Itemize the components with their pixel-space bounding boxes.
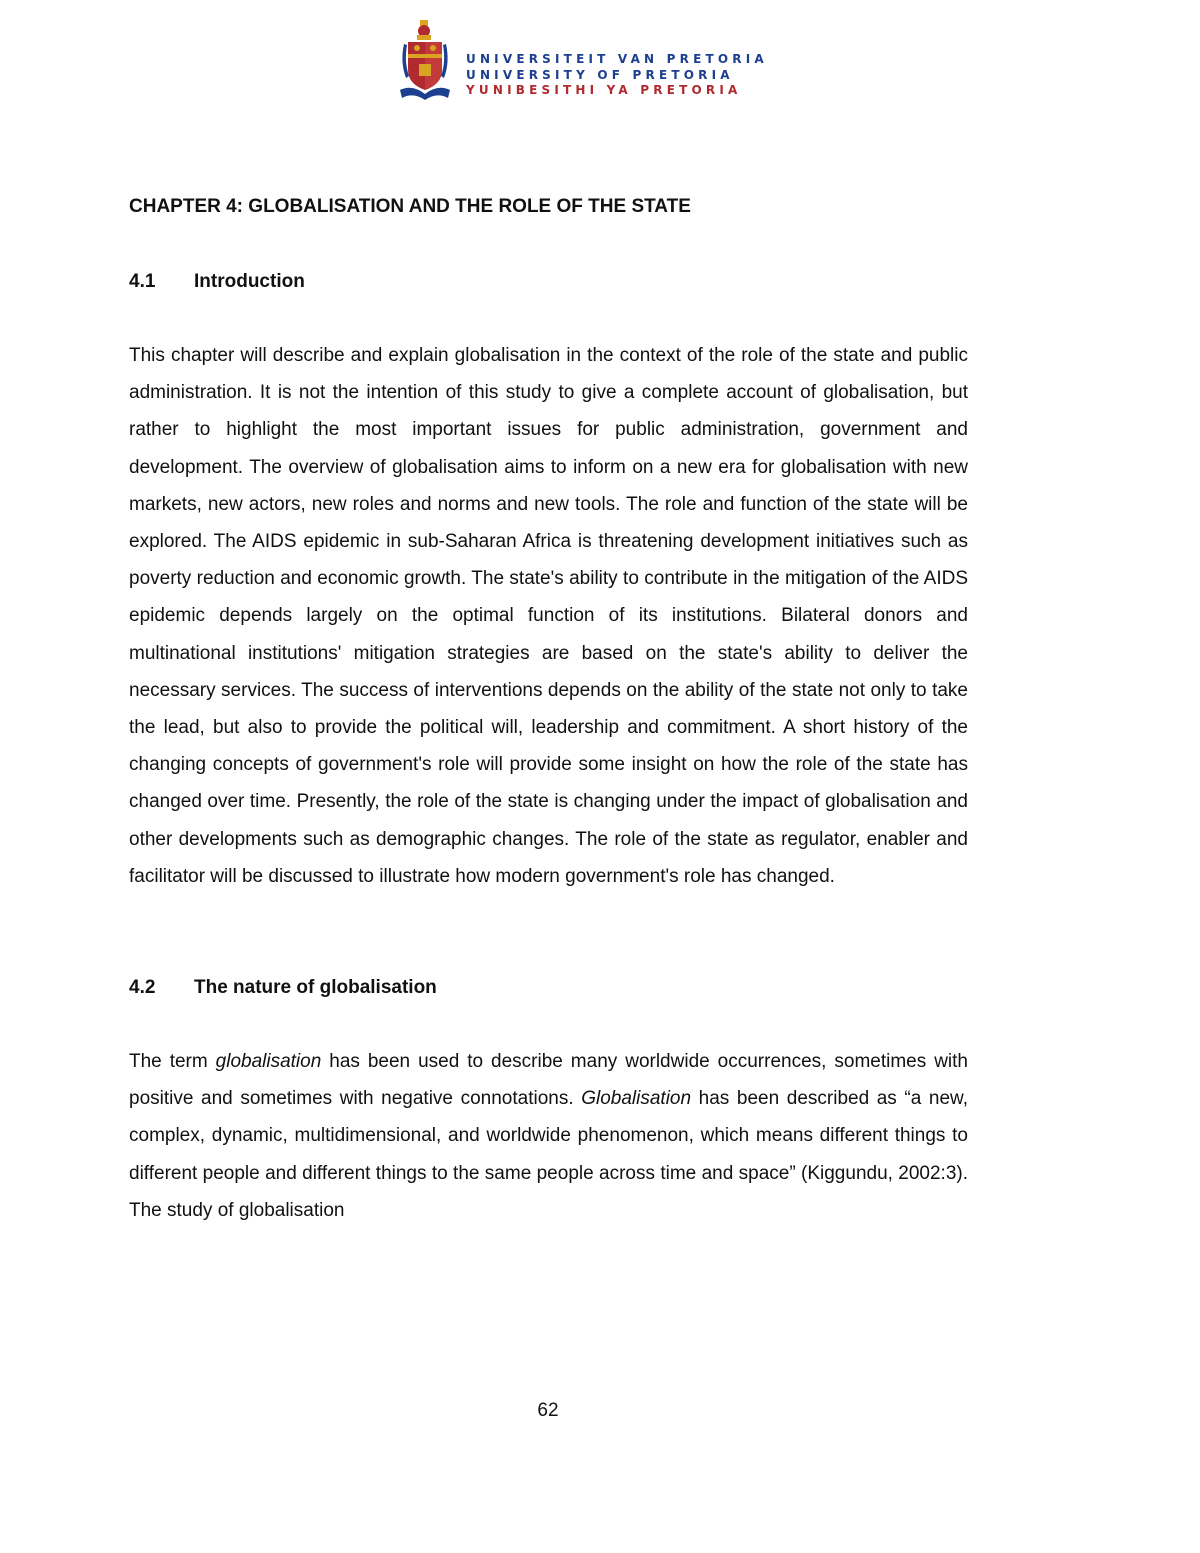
globalisation-paragraph (129, 1043, 968, 1229)
italic-term: Globalisation (581, 1088, 692, 1110)
section-number: 4.1 (129, 271, 156, 292)
letterhead (398, 18, 768, 102)
university-name-afrikaans: UNIVERSITEIT VAN PRETORIA (466, 52, 768, 66)
paragraph-text: has been used to describe many worldwide occurrences, sometimes with positive and sometimes with negative connotations. (129, 1051, 968, 1110)
section-heading-4-2 (129, 969, 968, 1007)
section-number: 4.2 (129, 977, 156, 999)
section-heading-4-1 (129, 263, 968, 301)
university-crest-icon (398, 18, 454, 102)
section-title: The nature of globalisation (194, 977, 437, 999)
chapter-title: CHAPTER 4: GLOBALISATION AND THE ROLE OF THE STATE (129, 196, 691, 217)
introduction-paragraph: This chapter will describe and explain globalisation in the context of the role of the state and public administration. It is not the intention of this study to give a complete account of globalisation, but rather to highlight the most important issues for public administration, government and development. The overview of globalisation aims to inform on a new era for globalisation with new markets, new actors, new roles and norms and new tools. The role and function of the state will be explored. The AIDS epidemic in sub-Saharan Africa is threatening development initiatives such as poverty reduction and economic growth. The state's ability to contribute in the mitigation of the AIDS epidemic depends largely on the optimal function of its institutions. Bilateral donors and multinational institutions' mitigation strategies are based on the state's ability to deliver the necessary services. The success of interventions depends on the ability of the state not only to take the lead, but also to provide the political will, leadership and commitment. A short history of the changing concepts of government's role will provide some insight on how the role of the state has changed over time. Presently, the role of the state is changing under the impact of globalisation and other developments such as demographic changes. The role of the state as regulator, enabler and facilitator will be discussed to illustrate how modern government's role has changed. (129, 345, 968, 887)
page-number: 62 (537, 1400, 559, 1421)
university-name-sepedi: YUNIBESITHI YA PRETORIA (466, 83, 742, 97)
page-body (129, 188, 968, 1229)
paragraph-text: The term (129, 1051, 216, 1073)
university-name-english: UNIVERSITY OF PRETORIA (466, 67, 734, 82)
italic-term: globalisation (215, 1051, 322, 1073)
paragraph-text: has been described as “a new, complex, dynamic, multidimensional, and worldwide phenomenon, which means different things to different people and different things to the same people across time and space” (Kiggundu, 2002:3). The study of globalisation (129, 1088, 968, 1221)
section-title: Introduction (194, 271, 305, 292)
